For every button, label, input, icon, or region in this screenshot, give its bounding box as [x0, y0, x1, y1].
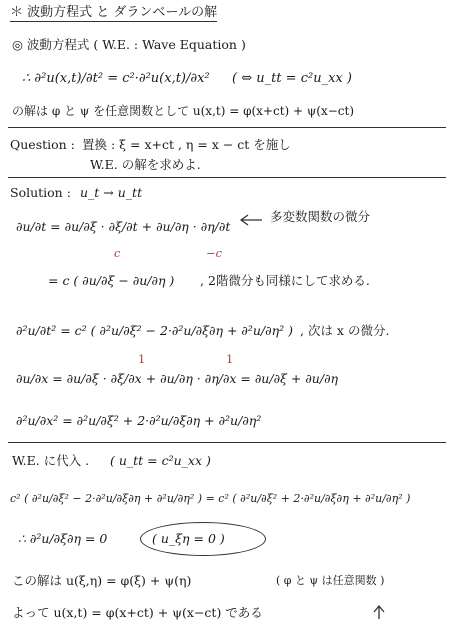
page-title: ＊ 波動方程式 と ダランベールの解 [10, 5, 218, 20]
c-plus-mark: c [114, 246, 121, 260]
wave-equation: ∴ ∂²u(x,t)/∂t² = c²·∂²u(x,t)/∂x² [22, 71, 210, 86]
divider-1 [8, 127, 446, 128]
c-minus-mark: −c [206, 246, 223, 260]
question-label: Question : [10, 137, 75, 152]
eq-du-dt: ∂u/∂t = ∂u/∂ξ · ∂ξ/∂t + ∂u/∂η · ∂η/∂t [16, 219, 231, 234]
arrow-up-icon [372, 604, 386, 620]
note-multivariable: 多変数関数の微分 [270, 209, 371, 224]
note-second-derivative: , 2階微分も同様にして求める. [200, 273, 370, 288]
one-mark-a: 1 [138, 352, 146, 366]
divider-2 [8, 177, 446, 178]
question-line-1: 置換 : ξ = x+ct , η = x − ct を施し [82, 137, 291, 152]
wave-solution-line: の解は φ と ψ を任意関数として u(x,t) = φ(x+ct) + ψ(x−ct) [12, 104, 355, 118]
one-mark-b: 1 [226, 352, 234, 366]
divider-3 [8, 442, 446, 443]
arrow-left-icon [238, 214, 264, 226]
eq-du-dt-simplified: = c ( ∂u/∂ξ − ∂u/∂η ) [48, 273, 175, 288]
note-next-x: , 次は x の微分. [300, 323, 390, 338]
solution-label: Solution : [10, 185, 71, 200]
boxed-result: ( u_ξη = 0 ) [152, 531, 225, 546]
wave-heading: ◎ 波動方程式 ( W.E. : Wave Equation ) [12, 37, 246, 52]
substitute-label: W.E. に代入 . [12, 453, 90, 468]
eq-du-dx: ∂u/∂x = ∂u/∂ξ · ∂ξ/∂x + ∂u/∂η · ∂η/∂x = ∂u/∂ξ + ∂u/∂η [16, 371, 339, 386]
wave-equivalent: ( ⇔ u_tt = c²u_xx ) [232, 71, 352, 86]
eq-d2u-dt2: ∂²u/∂t² = c² ( ∂²u/∂ξ² − 2·∂²u/∂ξ∂η + ∂²u/∂η² ) [16, 323, 293, 338]
substitute-target: ( u_tt = c²u_xx ) [110, 453, 211, 468]
eq-substituted: c² ( ∂²u/∂ξ² − 2·∂²u/∂ξ∂η + ∂²u/∂η² ) = c² ( ∂²u/∂ξ² + 2·∂²u/∂ξ∂η + ∂²u/∂η² ) [10, 492, 411, 505]
conclusion-line-2: よって u(x,t) = φ(x+ct) + ψ(x−ct) である [12, 605, 263, 620]
question-line-2: W.E. の解を求めよ. [90, 157, 201, 172]
solution-step: u_t → u_tt [80, 185, 143, 200]
conclusion-line-1: この解は u(ξ,η) = φ(ξ) + ψ(η) [12, 573, 192, 588]
conclusion-note: ( φ と ψ は任意関数 ) [276, 574, 385, 587]
eq-d2u-dx2: ∂²u/∂x² = ∂²u/∂ξ² + 2·∂²u/∂ξ∂η + ∂²u/∂η² [16, 413, 262, 428]
eq-mixed-zero: ∴ ∂²u/∂ξ∂η = 0 [18, 531, 108, 546]
